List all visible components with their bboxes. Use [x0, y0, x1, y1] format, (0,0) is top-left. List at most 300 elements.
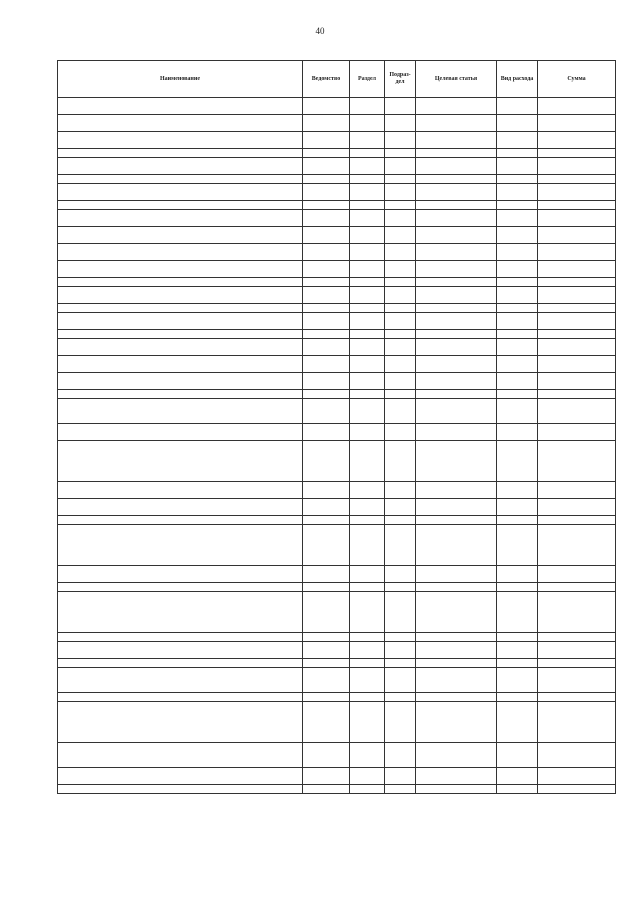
row-name-cell: [58, 659, 303, 668]
row-target-article-cell: [416, 668, 497, 693]
row-section-cell: [350, 304, 385, 313]
row-department-cell: [303, 115, 350, 132]
table-row: [58, 785, 616, 794]
row-expense-type-cell: [497, 702, 538, 743]
header-amount: Сумма: [538, 61, 616, 98]
row-name-cell: [58, 278, 303, 287]
row-target-article-cell: [416, 785, 497, 794]
row-amount-cell: [538, 785, 616, 794]
row-name-cell: [58, 98, 303, 115]
row-subsection-cell: [385, 261, 416, 278]
row-amount-cell: [538, 313, 616, 330]
row-name-cell: [58, 210, 303, 227]
row-amount-cell: [538, 743, 616, 768]
row-amount-cell: [538, 261, 616, 278]
row-section-cell: [350, 499, 385, 516]
row-target-article-cell: [416, 482, 497, 499]
row-subsection-cell: [385, 668, 416, 693]
row-subsection-cell: [385, 390, 416, 399]
row-target-article-cell: [416, 499, 497, 516]
table-row: [58, 261, 616, 278]
header-expense-type: Вид расхода: [497, 61, 538, 98]
row-subsection-cell: [385, 287, 416, 304]
row-expense-type-cell: [497, 201, 538, 210]
row-name-cell: [58, 516, 303, 525]
row-target-article-cell: [416, 175, 497, 184]
row-expense-type-cell: [497, 356, 538, 373]
row-expense-type-cell: [497, 115, 538, 132]
row-department-cell: [303, 693, 350, 702]
row-expense-type-cell: [497, 149, 538, 158]
row-target-article-cell: [416, 583, 497, 592]
row-department-cell: [303, 373, 350, 390]
row-name-cell: [58, 785, 303, 794]
table-row: [58, 175, 616, 184]
row-section-cell: [350, 659, 385, 668]
row-name-cell: [58, 390, 303, 399]
table-row: [58, 184, 616, 201]
row-expense-type-cell: [497, 390, 538, 399]
row-section-cell: [350, 373, 385, 390]
row-department-cell: [303, 390, 350, 399]
row-target-article-cell: [416, 642, 497, 659]
row-target-article-cell: [416, 330, 497, 339]
table-header: [58, 61, 616, 98]
row-expense-type-cell: [497, 244, 538, 261]
row-department-cell: [303, 184, 350, 201]
row-amount-cell: [538, 441, 616, 482]
table-row: [58, 768, 616, 785]
row-expense-type-cell: [497, 330, 538, 339]
row-amount-cell: [538, 210, 616, 227]
row-expense-type-cell: [497, 304, 538, 313]
row-section-cell: [350, 785, 385, 794]
row-target-article-cell: [416, 399, 497, 424]
row-target-article-cell: [416, 390, 497, 399]
row-subsection-cell: [385, 566, 416, 583]
row-name-cell: [58, 313, 303, 330]
row-amount-cell: [538, 482, 616, 499]
row-target-article-cell: [416, 525, 497, 566]
table-row: [58, 287, 616, 304]
row-department-cell: [303, 499, 350, 516]
row-department-cell: [303, 566, 350, 583]
row-section-cell: [350, 98, 385, 115]
row-target-article-cell: [416, 132, 497, 149]
row-section-cell: [350, 313, 385, 330]
table-row: [58, 668, 616, 693]
row-section-cell: [350, 132, 385, 149]
row-target-article-cell: [416, 424, 497, 441]
row-department-cell: [303, 132, 350, 149]
row-target-article-cell: [416, 210, 497, 227]
row-name-cell: [58, 158, 303, 175]
row-subsection-cell: [385, 330, 416, 339]
row-section-cell: [350, 287, 385, 304]
row-subsection-cell: [385, 399, 416, 424]
row-amount-cell: [538, 390, 616, 399]
row-target-article-cell: [416, 339, 497, 356]
row-section-cell: [350, 399, 385, 424]
row-department-cell: [303, 659, 350, 668]
row-expense-type-cell: [497, 583, 538, 592]
table-row: [58, 227, 616, 244]
row-subsection-cell: [385, 583, 416, 592]
row-name-cell: [58, 424, 303, 441]
row-amount-cell: [538, 566, 616, 583]
row-target-article-cell: [416, 356, 497, 373]
row-target-article-cell: [416, 278, 497, 287]
row-expense-type-cell: [497, 313, 538, 330]
table-row: [58, 115, 616, 132]
row-expense-type-cell: [497, 592, 538, 633]
row-amount-cell: [538, 184, 616, 201]
header-name: Наименование: [58, 61, 303, 98]
row-amount-cell: [538, 516, 616, 525]
table-row: [58, 201, 616, 210]
table-row: [58, 356, 616, 373]
row-subsection-cell: [385, 339, 416, 356]
row-department-cell: [303, 304, 350, 313]
table-row: [58, 313, 616, 330]
row-section-cell: [350, 356, 385, 373]
row-department-cell: [303, 158, 350, 175]
row-name-cell: [58, 482, 303, 499]
row-section-cell: [350, 244, 385, 261]
table-row: [58, 98, 616, 115]
row-expense-type-cell: [497, 261, 538, 278]
table-row: [58, 642, 616, 659]
row-department-cell: [303, 399, 350, 424]
header-subsection: Подраз-дел: [385, 61, 416, 98]
row-target-article-cell: [416, 261, 497, 278]
row-name-cell: [58, 175, 303, 184]
row-subsection-cell: [385, 693, 416, 702]
row-department-cell: [303, 339, 350, 356]
row-section-cell: [350, 583, 385, 592]
row-name-cell: [58, 668, 303, 693]
table-row: [58, 390, 616, 399]
row-name-cell: [58, 583, 303, 592]
row-amount-cell: [538, 399, 616, 424]
row-target-article-cell: [416, 98, 497, 115]
table-row: [58, 158, 616, 175]
row-amount-cell: [538, 278, 616, 287]
row-name-cell: [58, 304, 303, 313]
row-subsection-cell: [385, 175, 416, 184]
row-section-cell: [350, 184, 385, 201]
row-section-cell: [350, 175, 385, 184]
row-expense-type-cell: [497, 693, 538, 702]
row-name-cell: [58, 244, 303, 261]
row-amount-cell: [538, 244, 616, 261]
row-name-cell: [58, 339, 303, 356]
row-expense-type-cell: [497, 158, 538, 175]
row-expense-type-cell: [497, 98, 538, 115]
row-department-cell: [303, 175, 350, 184]
page-number: 40: [315, 26, 325, 36]
row-section-cell: [350, 668, 385, 693]
table-row: [58, 244, 616, 261]
row-target-article-cell: [416, 158, 497, 175]
row-subsection-cell: [385, 499, 416, 516]
row-expense-type-cell: [497, 668, 538, 693]
row-section-cell: [350, 278, 385, 287]
row-expense-type-cell: [497, 566, 538, 583]
row-expense-type-cell: [497, 132, 538, 149]
row-amount-cell: [538, 693, 616, 702]
row-amount-cell: [538, 668, 616, 693]
row-department-cell: [303, 633, 350, 642]
row-amount-cell: [538, 115, 616, 132]
row-department-cell: [303, 642, 350, 659]
row-section-cell: [350, 149, 385, 158]
row-target-article-cell: [416, 743, 497, 768]
row-target-article-cell: [416, 566, 497, 583]
row-amount-cell: [538, 356, 616, 373]
table-row: [58, 132, 616, 149]
row-name-cell: [58, 115, 303, 132]
row-amount-cell: [538, 201, 616, 210]
row-department-cell: [303, 287, 350, 304]
row-amount-cell: [538, 132, 616, 149]
row-amount-cell: [538, 499, 616, 516]
table-row: [58, 330, 616, 339]
row-subsection-cell: [385, 356, 416, 373]
row-section-cell: [350, 743, 385, 768]
row-section-cell: [350, 693, 385, 702]
table-row: [58, 499, 616, 516]
row-section-cell: [350, 441, 385, 482]
row-expense-type-cell: [497, 399, 538, 424]
table-row: [58, 304, 616, 313]
row-target-article-cell: [416, 184, 497, 201]
row-department-cell: [303, 516, 350, 525]
row-name-cell: [58, 149, 303, 158]
row-section-cell: [350, 633, 385, 642]
row-subsection-cell: [385, 525, 416, 566]
row-amount-cell: [538, 330, 616, 339]
table-row: [58, 702, 616, 743]
row-section-cell: [350, 261, 385, 278]
row-section-cell: [350, 525, 385, 566]
row-department-cell: [303, 702, 350, 743]
row-target-article-cell: [416, 441, 497, 482]
row-department-cell: [303, 592, 350, 633]
row-subsection-cell: [385, 659, 416, 668]
row-subsection-cell: [385, 441, 416, 482]
row-target-article-cell: [416, 227, 497, 244]
row-subsection-cell: [385, 278, 416, 287]
row-expense-type-cell: [497, 785, 538, 794]
row-name-cell: [58, 633, 303, 642]
row-department-cell: [303, 278, 350, 287]
row-amount-cell: [538, 339, 616, 356]
table-row: [58, 399, 616, 424]
row-department-cell: [303, 743, 350, 768]
table-row: [58, 482, 616, 499]
row-subsection-cell: [385, 592, 416, 633]
row-section-cell: [350, 390, 385, 399]
row-amount-cell: [538, 149, 616, 158]
row-expense-type-cell: [497, 210, 538, 227]
row-subsection-cell: [385, 149, 416, 158]
row-expense-type-cell: [497, 287, 538, 304]
row-target-article-cell: [416, 244, 497, 261]
table-row: [58, 339, 616, 356]
row-expense-type-cell: [497, 339, 538, 356]
row-section-cell: [350, 210, 385, 227]
row-name-cell: [58, 693, 303, 702]
row-target-article-cell: [416, 304, 497, 313]
row-target-article-cell: [416, 702, 497, 743]
row-name-cell: [58, 373, 303, 390]
row-department-cell: [303, 227, 350, 244]
row-expense-type-cell: [497, 278, 538, 287]
table-row: [58, 373, 616, 390]
row-target-article-cell: [416, 592, 497, 633]
row-name-cell: [58, 441, 303, 482]
row-subsection-cell: [385, 642, 416, 659]
row-subsection-cell: [385, 132, 416, 149]
row-department-cell: [303, 201, 350, 210]
row-department-cell: [303, 244, 350, 261]
row-name-cell: [58, 287, 303, 304]
row-subsection-cell: [385, 482, 416, 499]
row-expense-type-cell: [497, 482, 538, 499]
table-row: [58, 149, 616, 158]
row-section-cell: [350, 330, 385, 339]
row-section-cell: [350, 592, 385, 633]
header-department: Ведомство: [303, 61, 350, 98]
row-name-cell: [58, 525, 303, 566]
table-row: [58, 592, 616, 633]
row-subsection-cell: [385, 633, 416, 642]
table-row: [58, 278, 616, 287]
row-subsection-cell: [385, 115, 416, 132]
row-subsection-cell: [385, 210, 416, 227]
table-row: [58, 583, 616, 592]
row-subsection-cell: [385, 98, 416, 115]
row-section-cell: [350, 642, 385, 659]
row-expense-type-cell: [497, 516, 538, 525]
row-expense-type-cell: [497, 175, 538, 184]
row-department-cell: [303, 424, 350, 441]
row-subsection-cell: [385, 768, 416, 785]
row-target-article-cell: [416, 115, 497, 132]
row-target-article-cell: [416, 768, 497, 785]
row-department-cell: [303, 356, 350, 373]
row-department-cell: [303, 525, 350, 566]
budget-table-container: [57, 60, 586, 794]
row-subsection-cell: [385, 244, 416, 261]
row-expense-type-cell: [497, 659, 538, 668]
table-row: [58, 633, 616, 642]
row-subsection-cell: [385, 373, 416, 390]
row-name-cell: [58, 743, 303, 768]
header-row: [58, 61, 616, 98]
row-amount-cell: [538, 227, 616, 244]
row-subsection-cell: [385, 313, 416, 330]
row-expense-type-cell: [497, 424, 538, 441]
table-row: [58, 566, 616, 583]
row-department-cell: [303, 149, 350, 158]
row-amount-cell: [538, 304, 616, 313]
row-name-cell: [58, 132, 303, 149]
row-amount-cell: [538, 373, 616, 390]
row-target-article-cell: [416, 313, 497, 330]
row-department-cell: [303, 668, 350, 693]
row-amount-cell: [538, 98, 616, 115]
row-name-cell: [58, 201, 303, 210]
table-row: [58, 693, 616, 702]
row-department-cell: [303, 441, 350, 482]
row-expense-type-cell: [497, 184, 538, 201]
table-row: [58, 525, 616, 566]
row-department-cell: [303, 583, 350, 592]
row-expense-type-cell: [497, 768, 538, 785]
row-target-article-cell: [416, 693, 497, 702]
row-expense-type-cell: [497, 499, 538, 516]
row-section-cell: [350, 482, 385, 499]
row-department-cell: [303, 313, 350, 330]
row-name-cell: [58, 566, 303, 583]
row-target-article-cell: [416, 516, 497, 525]
row-subsection-cell: [385, 158, 416, 175]
table-body: [58, 98, 616, 794]
row-section-cell: [350, 516, 385, 525]
row-name-cell: [58, 261, 303, 278]
row-department-cell: [303, 768, 350, 785]
row-section-cell: [350, 201, 385, 210]
row-amount-cell: [538, 583, 616, 592]
row-amount-cell: [538, 659, 616, 668]
row-expense-type-cell: [497, 642, 538, 659]
row-name-cell: [58, 499, 303, 516]
row-name-cell: [58, 184, 303, 201]
row-expense-type-cell: [497, 373, 538, 390]
row-subsection-cell: [385, 743, 416, 768]
row-name-cell: [58, 702, 303, 743]
row-name-cell: [58, 356, 303, 373]
table-row: [58, 516, 616, 525]
row-department-cell: [303, 261, 350, 278]
row-target-article-cell: [416, 201, 497, 210]
table-row: [58, 424, 616, 441]
row-department-cell: [303, 482, 350, 499]
row-name-cell: [58, 592, 303, 633]
row-amount-cell: [538, 702, 616, 743]
row-expense-type-cell: [497, 525, 538, 566]
row-subsection-cell: [385, 516, 416, 525]
table-row: [58, 210, 616, 227]
row-expense-type-cell: [497, 633, 538, 642]
row-amount-cell: [538, 175, 616, 184]
row-subsection-cell: [385, 424, 416, 441]
row-section-cell: [350, 702, 385, 743]
row-department-cell: [303, 785, 350, 794]
table-row: [58, 659, 616, 668]
row-section-cell: [350, 158, 385, 175]
row-section-cell: [350, 227, 385, 244]
row-subsection-cell: [385, 184, 416, 201]
table-row: [58, 441, 616, 482]
row-name-cell: [58, 399, 303, 424]
row-subsection-cell: [385, 702, 416, 743]
row-amount-cell: [538, 592, 616, 633]
row-department-cell: [303, 330, 350, 339]
row-name-cell: [58, 330, 303, 339]
